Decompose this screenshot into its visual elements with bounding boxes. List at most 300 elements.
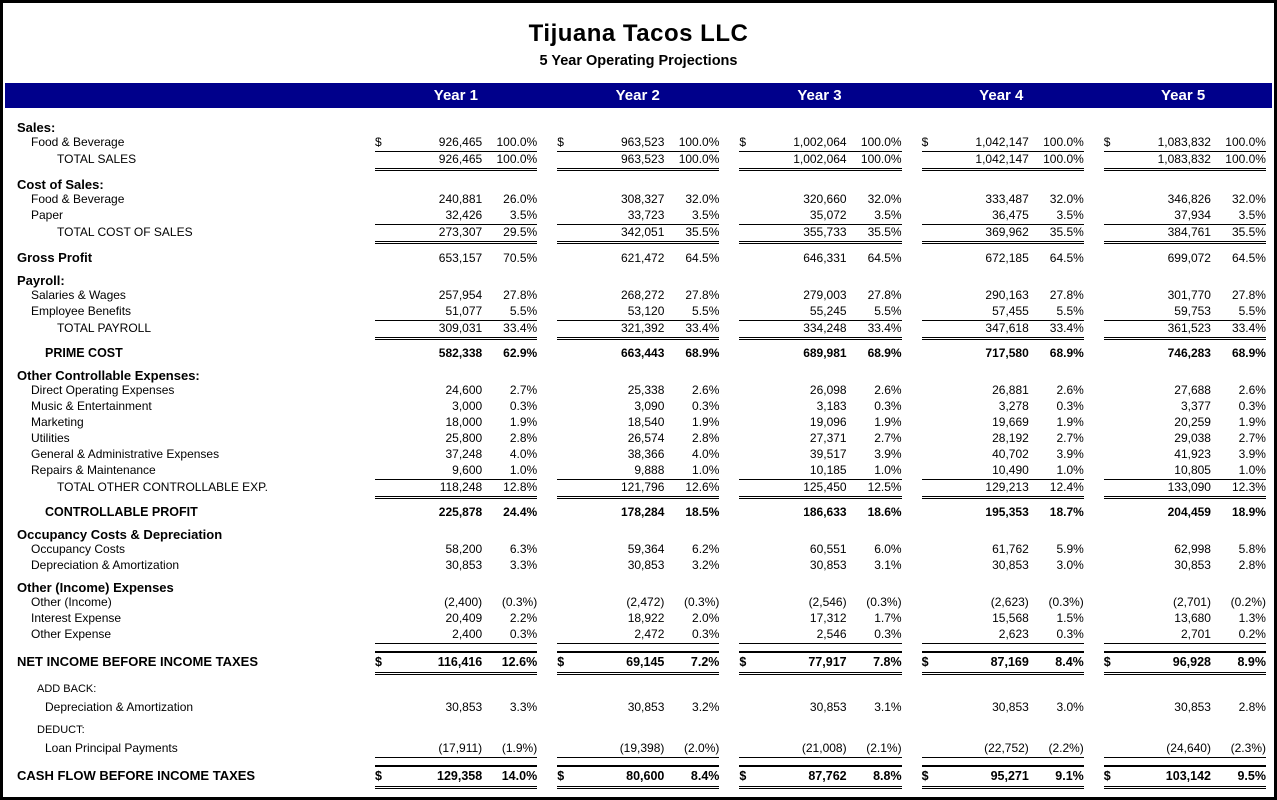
table-row xyxy=(17,208,1266,225)
dollar-sign: $ xyxy=(375,655,382,669)
year-value-cell xyxy=(557,225,719,244)
percent-text: 0.3% xyxy=(1056,399,1084,413)
value-text: 61,762 xyxy=(992,542,1029,556)
year-value-cell xyxy=(1104,415,1266,431)
percent-text: 1.5% xyxy=(1056,611,1084,625)
value-text: 15,568 xyxy=(992,611,1029,625)
year-value-cell xyxy=(922,611,1084,627)
value-text: 9,600 xyxy=(452,463,483,477)
percent-text: 1.0% xyxy=(1238,463,1266,477)
year-value-cell xyxy=(375,463,537,480)
value-text: 308,327 xyxy=(621,192,665,206)
value-text: 1,042,147 xyxy=(975,152,1029,166)
row-label: Repairs & Maintenance xyxy=(31,463,156,477)
year-value-cell xyxy=(922,765,1084,789)
year-value-cell xyxy=(739,152,901,171)
percent-text: 32.0% xyxy=(685,192,720,206)
year-value-cell xyxy=(375,765,537,789)
year-value-cell xyxy=(1104,304,1266,321)
value-text: 204,459 xyxy=(1167,505,1211,519)
value-text: 95,271 xyxy=(990,769,1029,783)
value-text: 963,523 xyxy=(621,135,665,149)
percent-text: 3.9% xyxy=(1056,447,1084,461)
value-text: 2,623 xyxy=(998,627,1029,641)
percent-text: 100.0% xyxy=(1043,152,1084,166)
percent-text: 3.2% xyxy=(692,700,720,714)
year-value-cell xyxy=(922,595,1084,611)
value-text: 3,183 xyxy=(816,399,847,413)
percent-text: 3.1% xyxy=(874,700,902,714)
value-text: 24,600 xyxy=(445,383,483,397)
year-value-cell xyxy=(922,304,1084,321)
table-row xyxy=(17,682,1266,697)
table-row xyxy=(17,595,1266,611)
dollar-sign: $ xyxy=(739,769,747,783)
year-value-cell xyxy=(557,192,719,208)
year-value-cell xyxy=(922,208,1084,225)
value-text: 334,248 xyxy=(803,321,847,335)
value-text: 116,416 xyxy=(437,655,483,669)
year-value-cell xyxy=(1104,321,1266,340)
value-text: (2,623) xyxy=(990,595,1029,609)
table-row xyxy=(17,120,1266,135)
row-label: TOTAL SALES xyxy=(57,152,137,166)
value-text: 2,472 xyxy=(634,627,665,641)
dollar-sign: $ xyxy=(1103,769,1111,783)
percent-text: 2.7% xyxy=(509,383,538,397)
dollar-sign: $ xyxy=(557,655,565,669)
value-text: 41,923 xyxy=(1174,447,1211,461)
value-text: 926,465 xyxy=(438,152,483,166)
percent-text: 2.7% xyxy=(874,431,902,445)
percent-text: 5.5% xyxy=(509,304,538,318)
dollar-sign: $ xyxy=(557,769,565,783)
row-label: Music & Entertainment xyxy=(31,399,152,413)
percent-text: 0.3% xyxy=(509,399,538,413)
dollar-sign: $ xyxy=(375,135,382,149)
table-row xyxy=(17,304,1266,321)
percent-text: 2.0% xyxy=(692,611,720,625)
value-text: 30,853 xyxy=(627,700,665,714)
value-text: 321,392 xyxy=(621,321,665,335)
year-value-cell xyxy=(739,542,901,558)
year-value-cell xyxy=(922,288,1084,304)
percent-text: 1.9% xyxy=(509,415,538,429)
year-header: Year 4 xyxy=(979,87,1024,104)
year-value-cell xyxy=(739,399,901,415)
row-label: TOTAL OTHER CONTROLLABLE EXP. xyxy=(57,480,268,494)
percent-text: 3.9% xyxy=(874,447,902,461)
percent-text: 70.5% xyxy=(503,251,538,265)
year-value-cell xyxy=(739,415,901,431)
percent-text: 9.5% xyxy=(1237,769,1266,783)
value-text: 279,003 xyxy=(803,288,847,302)
dollar-sign: $ xyxy=(557,135,564,149)
year-value-cell xyxy=(557,346,719,362)
document-subtitle: 5 Year Operating Projections xyxy=(539,53,738,69)
percent-text: 27.8% xyxy=(685,288,720,302)
table-row xyxy=(17,135,1266,152)
year-value-cell xyxy=(1104,505,1266,521)
value-text: 58,200 xyxy=(445,542,483,556)
value-text: 33,723 xyxy=(627,208,665,222)
percent-text: 3.5% xyxy=(509,208,538,222)
percent-text: 68.9% xyxy=(867,346,902,360)
percent-text: 12.3% xyxy=(1231,480,1266,494)
percent-text: 12.8% xyxy=(503,480,538,494)
year-value-cell xyxy=(922,505,1084,521)
year-value-cell xyxy=(1104,627,1266,644)
year-value-cell xyxy=(1104,383,1266,399)
row-label: NET INCOME BEFORE INCOME TAXES xyxy=(17,654,258,669)
percent-text: 12.4% xyxy=(1049,480,1084,494)
table-row xyxy=(17,611,1266,627)
percent-text: 1.0% xyxy=(692,463,720,477)
percent-text: 100.0% xyxy=(860,135,902,149)
percent-text: 9.1% xyxy=(1055,769,1084,783)
year-value-cell xyxy=(557,447,719,463)
value-text: 301,770 xyxy=(1167,288,1211,302)
value-text: 18,540 xyxy=(627,415,665,429)
year-value-cell xyxy=(557,304,719,321)
value-text: 30,853 xyxy=(809,700,847,714)
percent-text: 2.8% xyxy=(1238,700,1266,714)
year-value-cell xyxy=(557,480,719,499)
percent-text: 35.5% xyxy=(1049,225,1084,239)
table-row xyxy=(17,321,1266,340)
percent-text: 5.5% xyxy=(874,304,902,318)
year-value-cell xyxy=(739,431,901,447)
year-value-cell xyxy=(1104,152,1266,171)
percent-text: 3.9% xyxy=(1238,447,1266,461)
value-text: 18,000 xyxy=(445,415,483,429)
dollar-sign: $ xyxy=(1103,135,1111,149)
row-label: Gross Profit xyxy=(17,250,93,265)
percent-text: 0.3% xyxy=(692,627,720,641)
percent-text: 1.9% xyxy=(1238,415,1266,429)
value-text: 2,546 xyxy=(816,627,847,641)
value-text: 77,917 xyxy=(808,655,847,669)
year-value-cell xyxy=(739,288,901,304)
percent-text: 68.9% xyxy=(1231,346,1266,360)
year-value-cell xyxy=(375,558,537,574)
value-text: (2,546) xyxy=(808,595,847,609)
percent-text: 29.5% xyxy=(503,225,538,239)
value-text: 1,042,147 xyxy=(975,135,1029,149)
value-text: 240,881 xyxy=(438,192,483,206)
percent-text: 35.5% xyxy=(867,225,902,239)
value-text: 39,517 xyxy=(809,447,847,461)
row-label: General & Administrative Expenses xyxy=(31,447,220,461)
row-label: Marketing xyxy=(31,415,84,429)
year-value-cell xyxy=(1104,251,1266,267)
value-text: 1,002,064 xyxy=(793,135,847,149)
value-text: 347,618 xyxy=(985,321,1029,335)
percent-text: 0.3% xyxy=(874,627,902,641)
year-value-cell xyxy=(557,135,719,152)
percent-text: 5.5% xyxy=(1056,304,1084,318)
percent-text: 62.9% xyxy=(503,346,538,360)
value-text: 26,881 xyxy=(992,383,1029,397)
table-row xyxy=(17,399,1266,415)
percent-text: (0.3%) xyxy=(684,595,720,609)
dollar-sign: $ xyxy=(921,135,929,149)
percent-text: 2.2% xyxy=(509,611,538,625)
value-text: 62,998 xyxy=(1174,542,1211,556)
year-value-cell xyxy=(375,480,537,499)
year-value-cell xyxy=(1104,431,1266,447)
value-text: 369,962 xyxy=(985,225,1029,239)
value-text: 926,465 xyxy=(438,135,483,149)
percent-text: 2.8% xyxy=(692,431,720,445)
value-text: 646,331 xyxy=(803,251,847,265)
percent-text: 32.0% xyxy=(1231,192,1266,206)
percent-text: 18.7% xyxy=(1049,505,1084,519)
year-value-cell xyxy=(375,346,537,362)
value-text: 20,409 xyxy=(445,611,483,625)
year-value-cell xyxy=(375,383,537,399)
percent-text: 100.0% xyxy=(1225,152,1266,166)
value-text: 125,450 xyxy=(803,480,847,494)
year-value-cell xyxy=(739,304,901,321)
year-value-cell xyxy=(922,251,1084,267)
value-text: 3,000 xyxy=(452,399,483,413)
table-row xyxy=(17,447,1266,463)
row-label: TOTAL PAYROLL xyxy=(57,321,152,335)
value-text: 30,853 xyxy=(1174,558,1211,572)
value-text: 129,213 xyxy=(985,480,1029,494)
value-text: 333,487 xyxy=(985,192,1029,206)
value-text: 59,364 xyxy=(627,542,665,556)
percent-text: 2.6% xyxy=(874,383,902,397)
table-row xyxy=(17,505,1266,521)
year-value-cell xyxy=(375,208,537,225)
year-value-cell xyxy=(1104,399,1266,415)
value-text: 268,272 xyxy=(621,288,665,302)
value-text: 3,090 xyxy=(634,399,665,413)
table-row xyxy=(17,288,1266,304)
row-label: Food & Beverage xyxy=(31,192,125,206)
year-value-cell xyxy=(1104,611,1266,627)
percent-text: 3.5% xyxy=(874,208,902,222)
year-value-cell xyxy=(739,595,901,611)
value-text: 10,805 xyxy=(1174,463,1211,477)
percent-text: 64.5% xyxy=(1231,251,1266,265)
year-value-cell xyxy=(1104,135,1266,152)
value-text: 290,163 xyxy=(985,288,1029,302)
year-value-cell xyxy=(557,741,719,758)
value-text: 178,284 xyxy=(621,505,665,519)
table-row xyxy=(17,346,1266,362)
percent-text: 3.1% xyxy=(874,558,902,572)
value-text: 225,878 xyxy=(438,505,483,519)
year-value-cell xyxy=(1104,542,1266,558)
table-row xyxy=(17,152,1266,171)
percent-text: 0.3% xyxy=(874,399,902,413)
percent-text: 27.8% xyxy=(867,288,902,302)
document-title: Tijuana Tacos LLC xyxy=(528,20,749,47)
value-text: 10,490 xyxy=(992,463,1029,477)
percent-text: 18.5% xyxy=(685,505,720,519)
year-value-cell xyxy=(739,651,901,675)
row-label: Other Controllable Expenses: xyxy=(17,368,200,383)
percent-text: 2.6% xyxy=(1056,383,1084,397)
percent-text: 3.5% xyxy=(1238,208,1266,222)
year-value-cell xyxy=(375,651,537,675)
value-text: 717,580 xyxy=(985,346,1029,360)
year-value-cell xyxy=(739,135,901,152)
value-text: 38,366 xyxy=(627,447,665,461)
year-value-cell xyxy=(922,383,1084,399)
value-text: 257,954 xyxy=(438,288,483,302)
year-value-cell xyxy=(922,135,1084,152)
year-value-cell xyxy=(375,415,537,431)
percent-text: 4.0% xyxy=(509,447,538,461)
row-label: Paper xyxy=(31,208,64,222)
value-text: 36,475 xyxy=(992,208,1029,222)
value-text: 30,853 xyxy=(627,558,665,572)
table-row xyxy=(17,580,1266,595)
value-text: 32,426 xyxy=(445,208,483,222)
year-value-cell xyxy=(1104,558,1266,574)
year-value-cell xyxy=(739,208,901,225)
year-header: Year 2 xyxy=(615,87,660,104)
value-text: 25,338 xyxy=(627,383,665,397)
value-text: 3,377 xyxy=(1180,399,1211,413)
row-label: PRIME COST xyxy=(45,346,123,360)
percent-text: 18.6% xyxy=(867,505,902,519)
value-text: 672,185 xyxy=(985,251,1029,265)
row-label: Interest Expense xyxy=(31,611,122,625)
value-text: 37,248 xyxy=(445,447,483,461)
table-row xyxy=(17,651,1266,675)
year-value-cell xyxy=(557,288,719,304)
value-text: 40,702 xyxy=(992,447,1029,461)
year-value-cell xyxy=(557,700,719,716)
table-row xyxy=(17,700,1266,716)
year-value-cell xyxy=(557,505,719,521)
dollar-sign: $ xyxy=(921,769,929,783)
year-value-cell xyxy=(557,152,719,171)
value-text: 26,574 xyxy=(627,431,665,445)
year-value-cell xyxy=(1104,741,1266,758)
percent-text: 3.0% xyxy=(1056,700,1084,714)
row-label: Occupancy Costs xyxy=(31,542,126,556)
year-value-cell xyxy=(739,765,901,789)
value-text: 346,826 xyxy=(1167,192,1211,206)
row-label: Salaries & Wages xyxy=(31,288,126,302)
year-value-cell xyxy=(375,447,537,463)
value-text: 29,038 xyxy=(1174,431,1211,445)
value-text: 59,753 xyxy=(1174,304,1211,318)
row-label: Depreciation & Amortization xyxy=(45,700,194,714)
row-label: ADD BACK: xyxy=(37,683,97,695)
value-text: 37,934 xyxy=(1174,208,1211,222)
row-label: Loan Principal Payments xyxy=(45,741,178,755)
value-text: 87,169 xyxy=(990,655,1029,669)
table-row xyxy=(17,383,1266,399)
percent-text: (0.3%) xyxy=(866,595,902,609)
value-text: 30,853 xyxy=(992,700,1029,714)
table-row xyxy=(17,225,1266,244)
value-text: 273,307 xyxy=(438,225,483,239)
row-label: Utilities xyxy=(31,431,70,445)
year-header-band xyxy=(5,83,1272,108)
percent-text: 3.2% xyxy=(692,558,720,572)
row-label: CASH FLOW BEFORE INCOME TAXES xyxy=(17,768,256,783)
row-label: Employee Benefits xyxy=(31,304,132,318)
year-value-cell xyxy=(1104,651,1266,675)
year-value-cell xyxy=(922,447,1084,463)
table-row xyxy=(17,542,1266,558)
table-row xyxy=(17,765,1266,789)
table-row xyxy=(17,177,1266,192)
value-text: 186,633 xyxy=(803,505,847,519)
table-row xyxy=(17,431,1266,447)
table-row xyxy=(17,415,1266,431)
percent-text: 1.0% xyxy=(1056,463,1084,477)
value-text: 87,762 xyxy=(808,769,847,783)
table-row xyxy=(17,527,1266,542)
value-text: 320,660 xyxy=(803,192,847,206)
percent-text: 3.5% xyxy=(692,208,720,222)
year-value-cell xyxy=(922,480,1084,499)
table-row xyxy=(17,741,1266,758)
year-value-cell xyxy=(375,399,537,415)
row-label: Food & Beverage xyxy=(31,135,125,149)
year-value-cell xyxy=(739,480,901,499)
year-value-cell xyxy=(922,321,1084,340)
percent-text: 33.4% xyxy=(867,321,902,335)
value-text: (24,640) xyxy=(1166,741,1211,755)
year-value-cell xyxy=(557,415,719,431)
year-value-cell xyxy=(557,542,719,558)
percent-text: 3.3% xyxy=(509,558,538,572)
percent-text: 5.8% xyxy=(1238,542,1266,556)
percent-text: 33.4% xyxy=(685,321,720,335)
row-label: TOTAL COST OF SALES xyxy=(57,225,193,239)
year-value-cell xyxy=(922,741,1084,758)
value-text: 19,096 xyxy=(809,415,847,429)
year-value-cell xyxy=(1104,447,1266,463)
value-text: 1,002,064 xyxy=(793,152,847,166)
value-text: 9,888 xyxy=(634,463,665,477)
value-text: 121,796 xyxy=(621,480,665,494)
percent-text: 5.5% xyxy=(692,304,720,318)
value-text: 28,192 xyxy=(992,431,1029,445)
percent-text: 100.0% xyxy=(1043,135,1084,149)
row-label: DEDUCT: xyxy=(37,724,85,736)
percent-text: 7.8% xyxy=(873,655,902,669)
year-value-cell xyxy=(1104,765,1266,789)
percent-text: (0.3%) xyxy=(501,595,538,609)
table-row xyxy=(17,273,1266,288)
year-value-cell xyxy=(375,152,537,171)
year-value-cell xyxy=(1104,208,1266,225)
table-row xyxy=(17,463,1266,480)
percent-text: 12.5% xyxy=(867,480,902,494)
year-value-cell xyxy=(739,558,901,574)
value-text: 384,761 xyxy=(1167,225,1211,239)
year-value-cell xyxy=(922,651,1084,675)
year-value-cell xyxy=(739,192,901,208)
year-value-cell xyxy=(557,595,719,611)
value-text: 30,853 xyxy=(809,558,847,572)
value-text: 3,278 xyxy=(998,399,1029,413)
table-row xyxy=(17,627,1266,644)
value-text: 621,472 xyxy=(621,251,665,265)
year-value-cell xyxy=(922,399,1084,415)
